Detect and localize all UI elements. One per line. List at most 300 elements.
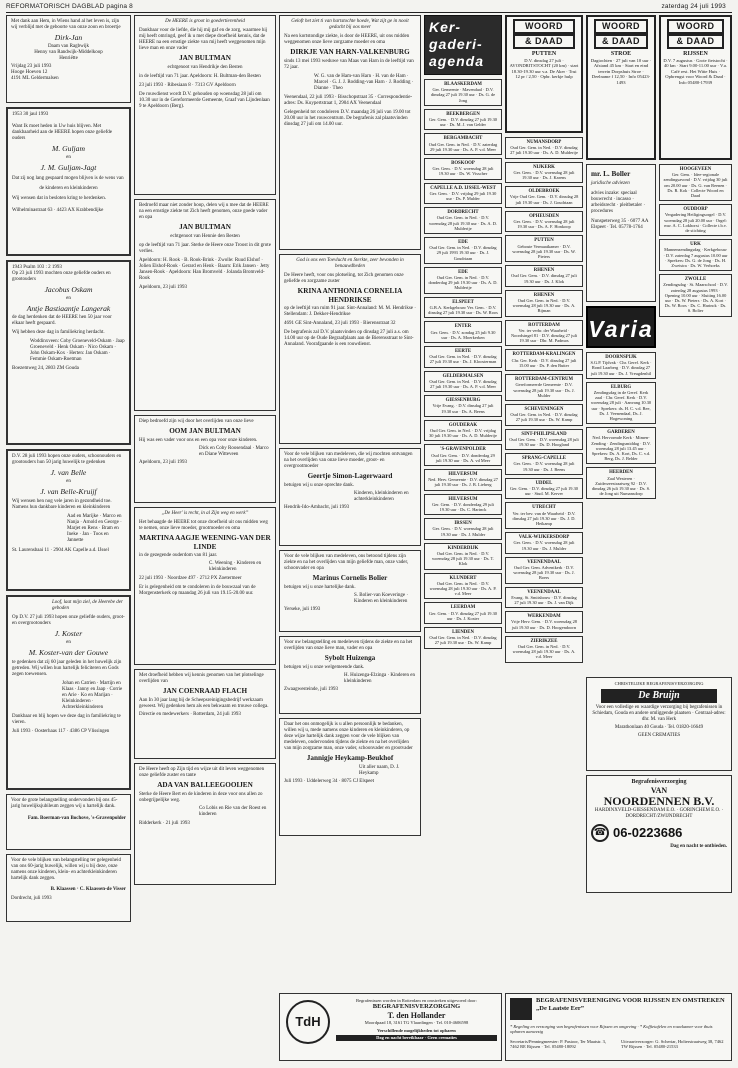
ad-family: H. Huizenga-Elzinga · Kinderen en kleinkinderen xyxy=(344,672,415,684)
ad-conjunction: en xyxy=(66,155,71,160)
agenda-item-title: ZIERIKZEE xyxy=(530,638,558,644)
ad-verse: God is ons een Toevlucht en Sterkte, zeer bevonden in benauwdheden xyxy=(296,258,404,269)
ad-text: Er is gelegenheid om te condoleren in de bouwzaal van de Morgensterkerk op maandag 26 juli van 19.15-20.00 uur. xyxy=(139,585,256,596)
ad-text: betuigen wij u onze oprechte dank. xyxy=(284,482,354,488)
agenda-item-title: UTRECHT xyxy=(532,505,556,511)
agenda-item xyxy=(505,186,583,208)
ad-name: Geertje Simon-Lagerwaard xyxy=(307,472,393,480)
tdh-text xyxy=(336,998,497,1041)
ad-line: 4191 ML Geldermalsen xyxy=(11,76,59,81)
agenda-item-title: EDE xyxy=(458,240,468,246)
ad-huizenga xyxy=(279,636,421,714)
agenda-item-text: Vrije Evang. · D.V. dinsdag 27 juli 19.30 uur · Ds. A. Beens xyxy=(432,403,494,414)
agenda-item-title: DORDRECHT xyxy=(447,210,479,216)
agenda-item xyxy=(505,502,583,529)
agenda-item xyxy=(505,290,583,317)
agenda-item-title: IRSSEN xyxy=(454,521,472,527)
column-4-agenda xyxy=(424,15,502,652)
tdh-logo: TdH xyxy=(286,1000,330,1044)
wd-body: D.V. dinsdag 27 juli · AVONDRITSTOCHT (20 km) · start 18.30-19.30 uur v.a. De Aker · Trui 12 pr / 2,50 · Opbr. kerkje hulp xyxy=(509,58,579,80)
ad-simon-lagerwaard xyxy=(279,448,421,546)
ad-text: Voor de vele blijken van medeleven, ons betoond tijdens zijn ziekte en na het overlijden van mijn geliefde man, onze vader, schoonvader en opa xyxy=(284,554,409,571)
agenda-item-text: Oud Ger. Gem. in Ned. · D.V. dinsdag 27 juli 19.30 uur · Ds. W. Kamp xyxy=(510,412,578,423)
ad-signature: B. Klaassen · C. Klaassen-de Visser xyxy=(50,887,126,892)
agenda-item-text: Oud Ger. Gem. Adventkerk · D.V. woensdag 28 juli 19.30 uur · Ds. J. Boers xyxy=(513,564,575,581)
column-2 xyxy=(134,15,276,889)
agenda-item xyxy=(505,636,583,663)
ad-conjunction: en xyxy=(66,296,71,301)
ad-text: Voor de vele blijken van belangstelling ter gelegenheid van ons 60-jarig huwelijk, willen wij u bij deze, onze namens onze kinderen, klein- en achterkleinkinderen hartelijk dank zeggen. xyxy=(11,858,122,881)
column-1 xyxy=(6,15,131,926)
ad-text: Op D.V. 27 juli 1993 hopen onze geliefde ouders, groot- en overgrootouders xyxy=(12,615,125,626)
agenda-item xyxy=(424,371,502,393)
ad-oskam xyxy=(6,260,131,445)
ad-name: T. den Hollander xyxy=(387,1011,446,1021)
agenda-item xyxy=(424,79,502,106)
ad-text: Hij was een vader voor ons en een opa voor onze kinderen. xyxy=(139,437,258,443)
ad-verse: „De Heer' is recht, in al Zijn weg en werk” xyxy=(161,511,249,516)
ad-conjunction: en xyxy=(66,479,71,484)
ad-address: 22 juli 1993 · Noordzee 497 · 2712 PX Zoetermeer xyxy=(139,576,242,581)
ad-family: W. G. van de Ham-van Harn · H. van de Ham · Marcel · G. J. J. Rodding-van Harn · J. Rodding · Dianne · Theo xyxy=(314,73,414,91)
ad-name: De Bruijn xyxy=(601,689,717,703)
header-rule xyxy=(6,12,732,13)
ad-name: M. Koster-van der Gouwe xyxy=(28,648,109,657)
agenda-item-title: GIESSENBURG xyxy=(445,398,481,404)
ad-address: Ridderkerk · 21 juli 1993 xyxy=(139,820,190,826)
agenda-item xyxy=(424,207,502,234)
agenda-item-title: GARDEREN xyxy=(607,430,635,436)
ad-name: Jannigje Heykamp-Beukhof xyxy=(306,754,394,762)
ad-text: De rouwdienst wordt D.V. gehouden op woensdag 28 juli om 10.30 uur in de Gereformeerde Gemeente, Graaf van Lijndenlaan 9 te Apeldoorn (Berg). xyxy=(139,91,270,109)
ad-family: Co Lobis en Rie van der Roest en kinderen xyxy=(199,805,267,817)
agenda-item-text: Ger. Gem. · D.V. woensdag 28 juli 19.30 uur · Ds. W. Visscher xyxy=(432,166,494,177)
agenda-item-title: LEERDAM xyxy=(450,605,476,611)
ad-guljam xyxy=(6,107,131,256)
ad-text: Wij wensen dat in besloten kring te herdenken. xyxy=(12,196,106,201)
wd-place: STROE xyxy=(610,51,632,57)
ad-slogan: Verschillende mogelijkheden tot opbaren xyxy=(377,1027,456,1033)
ad-name: NOORDENNEN B.V. xyxy=(603,794,715,808)
ad-family: Kinderen, kleinkinderen en achterkleinkinderen xyxy=(354,490,409,502)
agenda-item-text: Ger. Gem. · D.V. dinsdag 27 juli 19.30 uur · Ds. M. J. van Gelder xyxy=(429,117,497,128)
ad-text: te gedenken dat zij 60 jaar geleden in het huwelijk zijn getreden. Wij willen hun hartelijk feliciteren en Gods zegen toewensen. xyxy=(12,660,122,677)
ad-address: Yerseke, juli 1993 xyxy=(284,606,321,612)
agenda-item xyxy=(424,469,502,491)
agenda-item-text: Oud Ger. Gem. in Ned. · D.V. zaterdag 29 juli 19.30 uur · Ds. A. P. v.d. Meer xyxy=(428,141,498,152)
ad-line: Henny van Randwijk-Middelkoop xyxy=(34,50,103,55)
agenda-item xyxy=(659,239,732,271)
ad-bolier xyxy=(279,550,421,632)
agenda-item xyxy=(659,164,732,201)
ad-text: De Heere heeft, voor ons plotseling, tot Zich genomen onze geliefde en zorgzame zuster xyxy=(284,273,404,284)
column-6-left xyxy=(586,15,656,502)
ad-address: Marathonlaan 40 Gouda · Tel. 01820-16649 xyxy=(614,725,704,730)
phone-number: 06-0223686 xyxy=(613,825,683,840)
woord-daad-logo: & DAAD xyxy=(594,34,648,49)
agenda-item-text: Oud Ger. Gem. in Ned. · D.V. dinsdag 27 juli 19.30 uur · Ds. A. P. v.d. Meer xyxy=(429,378,497,389)
agenda-item-text: Oud Ger. Gem. · D.V. donderdag 29 juli 19.30 uur · Ds. A. vd Meer xyxy=(431,452,495,463)
woord-daad-ad xyxy=(505,15,583,133)
ad-text: Voor uw belangstelling en medeleven tijdens de ziekte en na het overlijden van onze lieve man, vader en opa xyxy=(284,640,413,651)
ad-text: Met dank aan Hem, in Wiens hand al het leven is, zijn wij verblijd met de geboorte van onze zoon en broertje xyxy=(11,19,121,30)
ad-begrafenisvereniging-rijssen xyxy=(505,993,732,1061)
ad-text: Gelegenheid tot condoleren D.V. maandag 26 juli van 19.00 tot 20.00 uur in het rouwcentrum. De begrafenis zal plaatsvinden dinsdag 27 juli om 14.00 uur. xyxy=(284,109,411,127)
agenda-item xyxy=(586,382,656,424)
ad-title: Begrafenisverzorging xyxy=(631,779,687,785)
column-6-right xyxy=(659,15,732,320)
ad-koster xyxy=(6,595,131,790)
agenda-item xyxy=(424,321,502,343)
ad-address: Wilhelminastraat 63 · 4423 AX Krabbendijke xyxy=(12,208,104,213)
woord-daad-rijssen xyxy=(659,15,732,160)
agenda-item-text: Mannenzendingsdag · Kerkgebouw · D.V. zaterdag 7 augustus 10.00 uur · Sprekers: Ds. G. de Jong · Ds. H. Zweistra · Ds. W. Verhoeks xyxy=(663,247,728,269)
ad-name: J. Koster xyxy=(54,629,83,638)
ad-line: Henriëtte xyxy=(59,56,78,61)
agenda-item-title: ELBURG xyxy=(610,384,632,390)
ad-text: Dat zij nog lang gespaard mogen blijven is de wens van xyxy=(12,176,124,181)
agenda-item xyxy=(505,587,583,609)
ad-title: BEGRAFENISVERZORGING xyxy=(372,1003,461,1011)
agenda-item xyxy=(424,444,502,466)
agenda-item-title: DOORNSPIJK xyxy=(605,355,637,360)
agenda-item xyxy=(505,349,583,371)
agenda-item-text: Oud Ger. Gem. in Ned. · D.V. woensdag 28 juli 19.30 uur · Ds. A. Bijman xyxy=(512,298,576,314)
agenda-item xyxy=(505,532,583,554)
cross-logo-icon xyxy=(510,998,532,1020)
agenda-item-text: Oud Ger. Gem. in Ned. · D.V. woensdag 28 juli 19.30 uur · Ds. A. v.d. Meer xyxy=(512,644,576,660)
ad-text: Aan In 30 jaar lang bij de Scheepsreinigingsbedrijf werkzaam geweest. Wij gedenken hem als een bekwaam en trouwe collega. xyxy=(139,697,269,709)
ad-address: Apeldoorn, 23 juli 1993 xyxy=(139,459,188,465)
agenda-item-text: Oud Ger. Gem. in Ned. · D.V. dinsdag 27 juli 19.30 uur · Ds. A. D. Mulderije xyxy=(510,145,578,156)
agenda-item-text: Ger. Gem. · D.V. dinsdag 27 juli 19.30 uur · Ds. J. Koster xyxy=(429,610,497,621)
agenda-item-text: Evang. St. Smitsbouw · D.V. dinsdag 27 juli 19.30 uur · Ds. J. van Dijk xyxy=(511,594,577,605)
agenda-item-text: Ger. Gem. · D.V. woensdag 28 juli 19.30 uur · Ds. A. F. Honkoop xyxy=(513,219,575,230)
agenda-item-title: VALK-WIJKERSDORP xyxy=(518,535,570,541)
ad-van-harn xyxy=(279,15,421,250)
ad-text: op de leeftijd van ruim 91 jaar. Sint-Annaland: M. M. Hendrikse · Stellendam: J. Dekker-Hendrikse xyxy=(284,306,416,317)
agenda-item xyxy=(659,274,732,316)
ad-name: J. M. Guljam-Jagt xyxy=(40,163,97,172)
ad-name: DIRKJE VAN HARN-VALKENBURG xyxy=(290,48,410,56)
agenda-item-title: RHENEN xyxy=(533,292,555,298)
ad-text: Begrafenissen worden in Rotterdam en omstreken uitgevoerd door: xyxy=(355,998,478,1003)
ad-address: Moordpaad 18, 3161 TG Vlaardingen · Tel. 010-4606598 xyxy=(364,1020,469,1026)
ad-family: C. Weening · Kinderen en kleinkinderen xyxy=(209,561,262,572)
ad-line: Daam van Ragbwijk xyxy=(47,44,90,49)
agenda-item-text: Zendingsdag · St. Maarschool · D.V. zaterdag 28 augustus 1993 · Opening 10.00 uur · Sluiting 16.00 uur · Ds. W. Pieters · Ds. A. Kort · Ds. W. Roos · Ds. C. Harinck · Ds. S. Bolier xyxy=(663,282,728,314)
agenda-item-text: Geboute Vermaatkamer · D.V. woensdag 28 juli 19.30 uur · Ds. W. Pieters xyxy=(512,243,576,260)
wd-place: RIJSSEN xyxy=(683,51,708,57)
agenda-item-title: ENTER xyxy=(454,324,472,330)
ad-name: Marinus Cornelis Bolier xyxy=(312,574,388,582)
agenda-item-title: EDE xyxy=(458,269,468,275)
ad-name: Sybolt Huizenga xyxy=(324,654,376,662)
ad-family: Dick en Coby Roosendaal · Marco en Diane Witteveen xyxy=(199,445,269,457)
ad-address: Zwaagwesteinde, juli 1993 xyxy=(284,686,339,692)
agenda-item-text: Ger. Gem. · D.V. woensdag 28 juli 19.30 uur · Ds. J. Karens xyxy=(513,169,575,181)
agenda-item-text: S.G.P. Tijdvak · Chr. Geref. Kerk · Rond Laarberg · D.V. dinsdag 27 juli 19.30 uur · Ds. J. Vreugdenhil xyxy=(590,360,652,376)
agenda-item xyxy=(505,429,583,451)
agenda-item-text: Ger. Gem. · D.V. donderdag 29 juli 19.30 uur · Ds. C. Harinck xyxy=(432,501,494,512)
agenda-item-text: Oud Ger. Gem. in Ned. · D.V. dinsdag 27 juli 19.30 uur · Ds. W. Kamp xyxy=(429,635,497,646)
ad-text: Diep bedroefd zijn wij door het overlijden van onze lieve xyxy=(139,419,254,424)
banner-line: gaderi- xyxy=(429,36,483,52)
ad-address: Secretaris/Penningmeester: P. Pastoor, Ter Maatstr. 3, 7462 RE Rijssen · Tel. 05480-18092 xyxy=(510,1039,607,1050)
ad-t-den-hollander xyxy=(279,993,502,1061)
ad-date: 1943 Psalm 103 : 2 1993 xyxy=(12,265,62,270)
agenda-item-title: GELDERMALSEN xyxy=(442,373,484,379)
ad-dirk-jan xyxy=(6,15,131,103)
ad-text: CHRISTELIJKE BEGRAFENISVERZORGING xyxy=(614,681,704,686)
agenda-item-title: CAPELLE A.D. IJSSEL-WEST xyxy=(430,185,496,191)
agenda-item xyxy=(424,267,502,294)
ad-text: juridische adviezen xyxy=(591,180,630,186)
ad-text: Daar het ons onmogelijk is u allen persoonlijk te bedanken, willen wij u, mede namens onze kinderen en kleinkinderen, op deze wijze hartelijk dank zeggen voor de vele blijken van medeleven, ondervonden tijdens de ziekte en na het overlijden van mijn zorgzame man, onze vader, schoonvader en grootvader xyxy=(284,722,413,751)
agenda-item-text: Oud Ger. Gem. in Ned. · D.V. donderdag 29 juli 19.30 uur · Ds. A. D. Mulderije xyxy=(428,275,498,291)
ad-text: Dankbaar en blij hopen we deze dag in familiekring te vieren. xyxy=(12,714,121,725)
agenda-item-title: VEENENDAAL xyxy=(527,589,561,595)
agenda-item xyxy=(586,467,656,499)
ad-balleegooijen xyxy=(134,763,276,885)
ad-jan-bultman-2 xyxy=(134,199,276,411)
agenda-item-text: Ger. Gem. · D.V. zondag 25 juli 9.30 uur · Ds. A. Moerkerken xyxy=(430,329,496,340)
ad-boerman xyxy=(6,794,131,850)
agenda-item-text: Ger. Gem. · D.V. dinsdag 27 juli 19.30 uur · Stud. M. Kerver xyxy=(510,485,578,497)
agenda-item xyxy=(424,297,502,319)
woord-daad-logo: WOORD xyxy=(594,19,648,34)
ad-lines xyxy=(11,44,126,62)
wd-body: D.V. 7 augustus · Grote fietstocht · 40 km · Start 9.00-11.00 uur · V.a. Café rest. Het Witte Huis · Opbrengst voor Woord & Daad · Info 05480-17939 xyxy=(663,58,728,85)
ad-text: Voor de vele blijken van medeleven, die wij mochten ontvangen na het overlijden van onze lieve moeder, groot- en overgrootmoeder xyxy=(284,452,413,469)
ad-title: BEGRAFENISVERENIGING VOOR RIJSSEN EN OMSTREKEN „De Laatste Eer” xyxy=(536,997,725,1012)
ad-name: OOM JAN BULTMAN xyxy=(169,427,241,435)
ad-conjunction: en xyxy=(66,640,71,645)
ad-text: De Heere heeft op Zijn tijd en wijze uit dit leven weggenomen onze geliefde zuster en tante xyxy=(139,767,265,778)
ad-text: advies inzake: speciaal bouwrecht · incasso · arbeidsrecht · pleitbetaler · procedures xyxy=(591,190,645,214)
ad-verse: Loof, laat mijn ziel, de Heerebe der geboden xyxy=(52,600,123,611)
agenda-item-title: OPHEUSDEN xyxy=(529,213,559,219)
ad-family: Uit aller naam, D. J. Heykamp xyxy=(359,764,400,776)
agenda-item-text: Vrije Herv. Gem. · D.V. woensdag 28 juli 19.30 uur · Ds. D. Hoogendoorn xyxy=(511,619,577,630)
ad-jan-bultman-1 xyxy=(134,15,276,195)
ad-text: echtgenoot van Hendrikje den Besten xyxy=(167,64,243,70)
agenda-item-title: GOUDERAK xyxy=(448,422,478,428)
ad-text: in de leeftijd van 71 jaar. Apeldoorn: H. Bultman-den Besten xyxy=(139,73,261,79)
agenda-list xyxy=(659,164,732,317)
agenda-item-text: Ger. Gem. · D.V. woensdag 28 juli 19.30 uur · Ds. J. Beens xyxy=(513,461,575,472)
ad-de-bruijn xyxy=(586,677,732,771)
ad-address: Hendrik-Ido-Ambacht, juli 1993 xyxy=(284,504,350,510)
woord-daad-logo: & DAAD xyxy=(667,34,724,49)
agenda-item-text: G.B.A. Kerkgebouw Ver. Gem. · D.V. dinsdag 27 juli 19.30 uur · Ds. W. Roos xyxy=(428,304,498,316)
agenda-item-text: Ger. Gem. · Idee-regionale zendingsavond · D.V. vrijdag 30 juli om 20.00 uur · Ds. G. van Reenen · Ds. R. Kok · Collecte Woord en Daad xyxy=(663,172,728,199)
agenda-item-title: BERGAMBACHT xyxy=(443,136,483,142)
agenda-item xyxy=(505,137,583,159)
phone-icon: ☎ xyxy=(591,824,609,842)
column-5 xyxy=(505,15,583,666)
agenda-item xyxy=(505,557,583,584)
agenda-item-title: HILVERSUM xyxy=(448,496,478,502)
agenda-item xyxy=(424,494,502,516)
ad-name: JAN BULTMAN xyxy=(179,54,231,62)
ad-text: Na een kortstondige ziekte, is door de HEERE, uit ons midden weggenomen onze lieve zorgzame moeder en oma xyxy=(284,34,410,45)
agenda-item-title: OLDEBROEK xyxy=(528,189,560,195)
woord-daad-logo: & DAAD xyxy=(513,34,575,49)
agenda-item-text: Oud Ger. Gem. in Ned. · D.V. woensdag 28 juli 19.30 uur · Ds. T. Klok xyxy=(431,550,495,567)
agenda-item xyxy=(424,627,502,649)
ad-name: VAN xyxy=(650,786,668,795)
ad-family: Johan en Catrien · Martijn en Klaas · Janny en Jaap · Corrie en Arie · Ko en Marijan · Kleinkinderen · Achterkleinkinderen xyxy=(62,681,123,710)
ad-address: Boezemweg 24, 2803 ZM Gouda xyxy=(12,366,79,371)
agenda-list xyxy=(586,352,656,499)
ad-text: de kinderen en kleinkinderen xyxy=(39,186,98,191)
agenda-item xyxy=(424,602,502,624)
agenda-item xyxy=(424,573,502,600)
ad-claassen xyxy=(6,854,131,922)
ad-text: betuigen wij u onze hartelijke dank. xyxy=(284,584,356,590)
agenda-item-title: PUTTEN xyxy=(534,238,554,244)
agenda-item-title: WERKENDAM xyxy=(527,614,561,620)
ad-name: MARTINA AAGJE WEENING-VAN DER LINDE xyxy=(139,534,271,551)
agenda-list xyxy=(424,79,502,649)
agenda-item-title: SCHEVENINGEN xyxy=(524,406,564,412)
agenda-item xyxy=(424,346,502,368)
ad-boller xyxy=(586,164,656,302)
agenda-item-text: Oud Ger. Gem. · D.V. woensdag 28 juli 19.30 uur · Ds. D. Hoogland xyxy=(509,436,579,447)
agenda-item-title: KINDERDIJK xyxy=(447,545,479,551)
ad-text: D.V. 28 juli 1993 hopen onze ouders, schoonouders en grootouders hun 50 jarig huwelijk te gedenken xyxy=(12,454,122,465)
agenda-item-title: NUMANSDORP xyxy=(526,140,562,145)
agenda-item-text: Vrije Oud Ger. Gem. · D.V. dinsdag 28 juli 19.30 uur · Ds. J. Goudriaan xyxy=(509,194,579,205)
agenda-item xyxy=(659,204,732,236)
agenda-item-title: BLAASKERDAM xyxy=(444,82,482,87)
agenda-item xyxy=(505,211,583,233)
woord-daad-logo: WOORD xyxy=(513,19,575,34)
agenda-item-text: Chr. Ger. Kerk · D.V. dinsdag 27 juli 15.00 uur · Ds. P. den Butter xyxy=(511,357,577,368)
ad-text: Wij wensen hen nog vele jaren in gezondheid toe. Namens hun dankbare kinderen en kleinkinderen xyxy=(12,499,112,510)
agenda-item-title: VEENENDAAL xyxy=(527,559,561,565)
agenda-item xyxy=(505,320,583,347)
ad-name: Dirk-Jan xyxy=(54,33,83,42)
agenda-item xyxy=(424,158,502,180)
agenda-item xyxy=(505,478,583,500)
ad-address: Apeldoorn, 23 juli 1993 xyxy=(139,284,188,290)
ad-family: Aad en Marijke · Marco en Nanja · Arnold en George · Marjet en Rens · Bram en Ineke · Jan · Toos en Jannette xyxy=(67,514,122,543)
agenda-item-title: BEEKBERGEN xyxy=(446,111,480,117)
agenda-item-text: Ned. Herv. Gemeente · D.V. dinsdag 27 juli 19.30 uur · Ds. J. B. Lieberg xyxy=(428,477,498,488)
ad-text: Wij hebben deze dag in familiekring herdacht. xyxy=(12,330,105,335)
agenda-item-title: ELSPEET xyxy=(452,299,474,305)
agenda-item-title: BOSKOOP xyxy=(451,161,475,167)
agenda-item-title: HOOGEVEEN xyxy=(679,167,712,172)
ad-text: Want Ik moet heden in Uw huis blijven. Met dankbaarheid aan de HEERE hopen onze geliefde ouders xyxy=(12,124,112,141)
agenda-item xyxy=(505,404,583,426)
varia-banner: Varia xyxy=(586,306,656,348)
column-3 xyxy=(279,15,421,840)
agenda-item-title: ZWOLLE xyxy=(684,277,707,283)
ad-text: Op 23 juli 1993 mochten onze geliefde ouders en grootouders xyxy=(12,271,111,282)
agenda-item-title: EERTE xyxy=(454,348,472,354)
wd-place: PUTTEN xyxy=(531,51,557,57)
ad-name: Jacobus Oskam xyxy=(44,285,93,294)
ad-text: de dag herdenken dat de HEERE hen 50 jaar voor elkaar heeft gespaard. xyxy=(12,315,112,326)
agenda-item xyxy=(424,543,502,570)
ad-line: Hooge Hoeven 12 xyxy=(11,70,48,75)
agenda-item-title: URK xyxy=(690,242,701,248)
ad-heykamp xyxy=(279,718,421,836)
ad-text: echtgenoot van Hennie den Besten xyxy=(170,233,240,239)
agenda-item-title: LIENDEN xyxy=(452,630,474,636)
agenda-item-title: RHENEN xyxy=(533,268,555,274)
wd-body: Dagtochten · 27 juli van 10 uur · Afstand 45 km · Start en eind terrein Dorpshuis Stroe · Deelname f 12,50 · Info 05423-1493 xyxy=(590,58,652,85)
agenda-item-text: Ger. Gem. · D.V. woensdag 28 juli 19.30 uur · Ds. J. Mulder xyxy=(513,540,575,551)
ad-name: M. Guljam xyxy=(52,144,85,153)
agenda-item-text: Vergadering Heiligingsorgel · D.V. woensdag 28 juli 20.00 uur · Orgel: mw. A. C. Lokhorst · Collecte t.b.v. de stichting xyxy=(664,212,727,234)
ad-bar: Dag en nacht bereikbaar · Geen crematies xyxy=(336,1035,497,1040)
ad-address: 4691 GE Sint-Annaland, 23 juli 1993 · Bierensstraat 32 xyxy=(284,321,396,326)
agenda-item-text: Oud Ger. Gem. in Ned. · D.V. vrijdag 30 juli 19.30 uur · Ds. A. D. Mulderije xyxy=(429,427,497,439)
agenda-item xyxy=(424,518,502,540)
ad-address: Juli 1993 · Uddelerweg 34 · 8075 CJ Elspeet xyxy=(284,778,374,784)
ad-name: JAN COENRAAD FLACH xyxy=(162,687,248,695)
ad-verse: De HEERE is groot in goedertierenheid xyxy=(165,19,245,24)
agenda-item xyxy=(424,183,502,205)
ad-address: 23 juli 1993 · Ribesiaan 8 · 7313 GV Apeldoorn xyxy=(139,82,236,88)
agenda-item-title: SPRANG-CAPELLE xyxy=(522,456,566,462)
agenda-item-text: Ger. Gem. · D.V. woensdag 28 juli 19.30 uur · Ds. J. Mulder xyxy=(432,526,494,537)
ad-family: Woddinxveen: Coby Groeneveld-Oskam · Jaap Groeneveld · Henk Oskam · Nico Oskam · John Oskam-Kox · Herten: Jan Oskam · Femmie Oskam-Roetman xyxy=(30,339,125,362)
agenda-item-text: Oud Ger. Gem. in Ned. · D.V. woensdag 28 juli 19.30 uur · Ds. A. D. Mulderije xyxy=(428,215,498,231)
agenda-item-title: HILVERSUM xyxy=(448,471,478,477)
agenda-item xyxy=(505,611,583,633)
agenda-item-text: Gereformeerde Gemeente · D.V. woensdag 28 juli 19.30 uur · Ds. J. Mulder xyxy=(513,382,575,398)
agenda-item-title: HEERDEN xyxy=(609,470,633,476)
agenda-item xyxy=(505,265,583,287)
ad-address: HARDINXVELD-GIESSENDAM E.O. · GORINCHEM E.O. · DORDRECHT/ZWIJNDRECHT xyxy=(594,808,724,819)
ad-text: Het behaagde de HEERE tot onze droefheid uit ons midden weg te nemen, onze lieve moeder, grootmoeder en oma xyxy=(139,520,268,531)
ad-address: Nunspeterweg 35 · 6077 AA Elspeet · Tel. 05778-1764 xyxy=(591,218,649,230)
ad-name: KRINA ANTHONIA CORNELIA HENDRIKSE xyxy=(297,287,403,304)
ad-text: Sterke de Heere Bert en de kinderen in deze voor ons allen zo onbegrijpelijke weg. xyxy=(139,791,263,803)
ad-name: mr. L. Boller xyxy=(591,170,631,178)
agenda-item xyxy=(505,235,583,262)
ad-text: Met droefheid hebben wij kennis genomen van het plotselinge overlijden van xyxy=(139,673,264,684)
page-header-right: zaterdag 24 juli 1993 xyxy=(661,3,726,10)
ad-weening xyxy=(134,507,276,665)
agenda-item-title: NIJKERK xyxy=(533,164,555,170)
ad-family: S. Bolier-van Koeveringe · Kinderen en kleinkinderen xyxy=(354,592,409,604)
ad-date: 1953 30 jaul 1993 xyxy=(12,112,49,117)
woord-daad-stroe xyxy=(586,15,656,160)
agenda-item-title: KLUNDERT xyxy=(449,575,477,581)
ad-text: Dag en nacht te ontbieden. xyxy=(670,844,727,849)
agenda-item xyxy=(586,352,656,379)
woord-daad-list xyxy=(505,15,583,663)
agenda-item xyxy=(505,162,583,184)
ad-text: in de gezegende ouderdom van 81 jaar. xyxy=(139,553,218,558)
ad-lines xyxy=(11,64,126,82)
ad-name: J. van Belle xyxy=(50,468,87,477)
agenda-item-text: Oud Ger. Gem. in Ned. · D.V. woensdag 28 juli 19.30 uur · Ds. A. P. v.d. Meer xyxy=(429,580,497,597)
agenda-item-title: ROTTERDAM-CENTRUM xyxy=(514,377,574,383)
agenda-item-title: ROTTERDAM xyxy=(528,322,560,328)
agenda-item xyxy=(586,427,656,464)
ad-text: De begrafenis zal D.V. plaatsvinden op dinsdag 27 juli a.s. om 14.00 uur op de Oude Begraafplaats aan de Bierensstraat te Sint-Annaland. Voorafgaande is een rouwdienst. xyxy=(284,330,414,347)
ad-text: Dankbaar voor de liefde, die hij mij gaf en de zorg, waarmee hij mij heeft omringd, geef ik u met diepe droefheid kennis, dat de HEERE na een ernstige ziekte van mij heeft weggenomen mijn lieve man en onze vader xyxy=(139,28,268,51)
ad-address: Directie en medewerkers · Rotterdam, 24 juli 1993 xyxy=(139,711,241,717)
ad-belle xyxy=(6,449,131,591)
